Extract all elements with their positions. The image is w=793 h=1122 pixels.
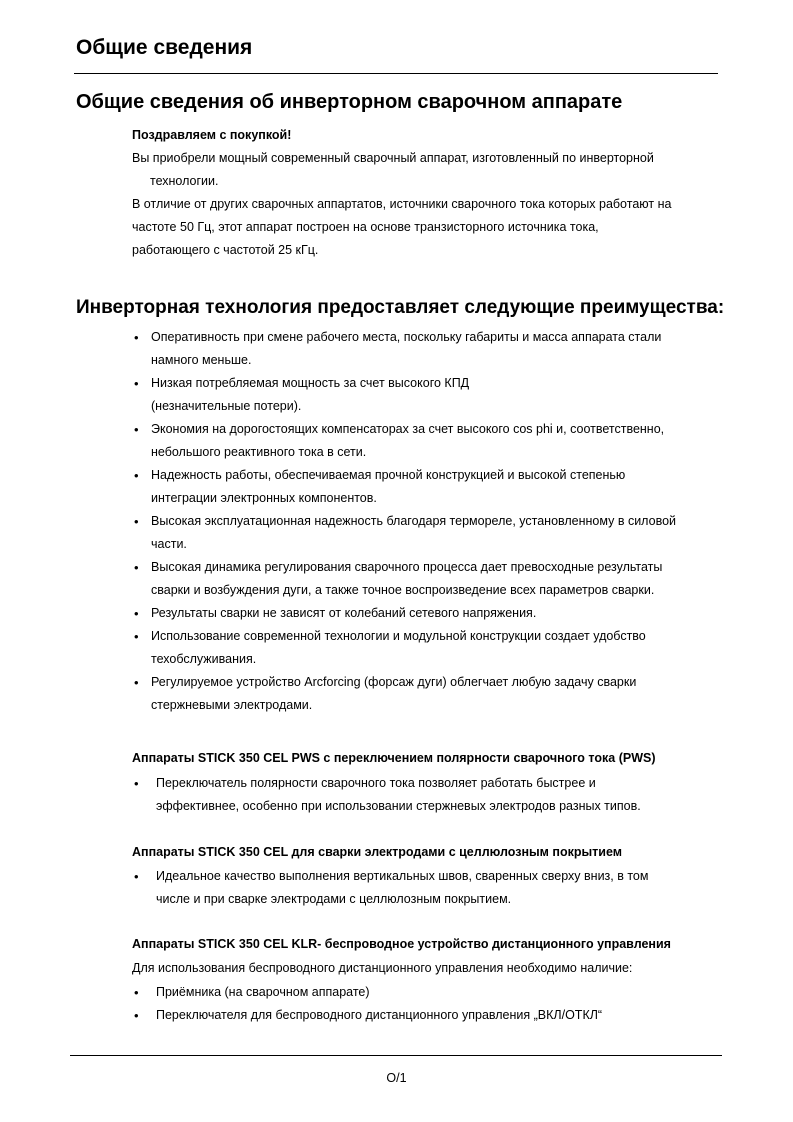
bullet-icon: • [134, 675, 139, 690]
bullet-icon: • [134, 330, 139, 345]
list-item: • Результаты сварки не зависят от колебаний сетевого напряжения. [132, 602, 732, 625]
bullet-icon: • [134, 468, 139, 483]
bullet-icon: • [134, 422, 139, 437]
cel-heading: Аппараты STICK 350 CEL для сварки электродами с целлюлозным покрытием [132, 845, 622, 859]
paragraph-line: Вы приобрели мощный современный сварочный аппарат, изготовленный по инверторной [132, 151, 654, 165]
list-item: • Надежность работы, обеспечиваемая прочной конструкцией и высокой степенью интеграции электронных компонентов. [132, 464, 732, 510]
footer-divider [70, 1055, 722, 1056]
list-item: • Высокая динамика регулирования сварочного процесса дает превосходные результаты сварки и возбуждения дуги, а также точное воспроизведение всех параметров сварки. [132, 556, 732, 602]
bullet-icon: • [134, 629, 139, 644]
list-item: • Экономия на дорогостоящих компенсаторах за счет высокого cos phi и, соответственно, небольшого реактивного тока в сети. [132, 418, 732, 464]
list-item: • Низкая потребляемая мощность за счет высокого КПД (незначительные потери). [132, 372, 732, 418]
bullet-icon: • [134, 606, 139, 621]
klr-heading: Аппараты STICK 350 CEL KLR- беспроводное устройство дистанционного управления [132, 937, 671, 951]
page-number: O/1 [386, 1071, 407, 1085]
paragraph-line: частоте 50 Гц, этот аппарат построен на основе транзисторного источника тока, [132, 220, 599, 234]
bullet-icon: • [134, 376, 139, 391]
bullet-icon: • [134, 560, 139, 575]
intro-paragraph [132, 124, 722, 262]
section-title-advantages: Инверторная технология предоставляет следующие преимущества: [76, 297, 725, 318]
list-item: • Использование современной технологии и модульной конструкции создает удобство техобслуживания. [132, 625, 732, 671]
bullet-icon: • [134, 514, 139, 529]
header-divider [74, 73, 718, 74]
pws-heading: Аппараты STICK 350 CEL PWS с переключением полярности сварочного тока (PWS) [132, 751, 656, 765]
page-header-title: Общие сведения [76, 36, 253, 59]
pws-list [132, 772, 732, 818]
list-item: • Оперативность при смене рабочего места, поскольку габариты и масса аппарата стали намного меньше. [132, 326, 732, 372]
list-item: • Регулируемое устройство Arcforcing (форсаж дуги) облегчает любую задачу сварки стержневыми электродами. [132, 671, 732, 717]
list-item: • Переключателя для беспроводного дистанционного управления „ВКЛ/ОТКЛ“ [132, 1004, 732, 1027]
paragraph-line: работающего с частотой 25 кГц. [132, 243, 319, 257]
congrats-text: Поздравляем с покупкой! [132, 128, 292, 142]
bullet-icon: • [134, 869, 139, 884]
paragraph-line: В отличие от других сварочных аппартатов, источники сварочного тока которых работают на [132, 197, 672, 211]
bullet-icon: • [134, 1008, 139, 1023]
bullet-icon: • [134, 985, 139, 1000]
list-item: • Высокая эксплуатационная надежность благодаря термореле, установленному в силовой части. [132, 510, 732, 556]
list-item: • Переключатель полярности сварочного тока позволяет работать быстрее и эффективнее, особенно при использовании стержневых электродов разных типов. [132, 772, 732, 818]
advantages-list [132, 326, 732, 717]
paragraph-line: технологии. [150, 174, 219, 188]
list-item: • Идеальное качество выполнения вертикальных швов, сваренных сверху вниз, в том числе и при сварке электродами с целлюлозным покрытием. [132, 865, 732, 911]
section-title-overview: Общие сведения об инверторном сварочном аппарате [76, 91, 623, 113]
bullet-icon: • [134, 776, 139, 791]
klr-list [132, 981, 732, 1027]
klr-intro: Для использования беспроводного дистанционного управления необходимо наличие: [132, 961, 633, 975]
cel-list [132, 865, 732, 911]
list-item: • Приёмника (на сварочном аппарате) [132, 981, 732, 1004]
